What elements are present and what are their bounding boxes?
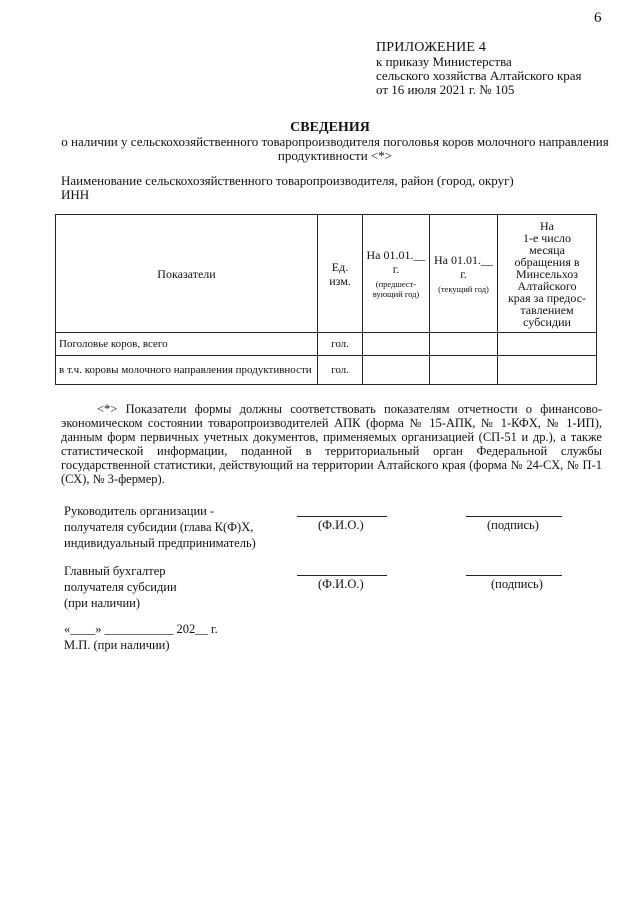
inn-label: ИНН <box>61 187 90 202</box>
header-current-year: На 01.01.__ г. (текущий год) <box>430 215 498 333</box>
document-title: СВЕДЕНИЯ <box>290 120 370 135</box>
cell-application-month[interactable] <box>498 356 597 385</box>
head-signature-label: Руководитель организации - получателя субсидии (глава К(Ф)Х, индивидуальный предприниматель) <box>64 504 256 550</box>
appendix-block <box>376 41 582 97</box>
accountant-signature-caption: (подпись) <box>491 577 543 591</box>
header-indicators: Показатели <box>56 215 318 333</box>
accountant-fio-line[interactable] <box>297 575 387 576</box>
cell-application-month[interactable] <box>498 333 597 356</box>
table-row <box>56 356 597 385</box>
stamp-label: М.П. (при наличии) <box>64 638 170 652</box>
accountant-signature-label: Главный бухгалтер получателя субсидии (при наличии) <box>64 564 177 610</box>
date-line: «____» ___________ 202__ г. <box>64 622 218 636</box>
header-prev-year: На 01.01.__ г. (предшест-вующий год) <box>363 215 430 333</box>
subtitle-line-2: продуктивности <*> <box>277 148 393 163</box>
producer-name-label: Наименование сельскохозяйственного товаропроизводителя, район (город, округ) <box>61 173 514 188</box>
footnote: <*> Показатели формы должны соответствовать показателям отчетности о финансово-экономическом состоянии товаропроизводителей АПК (форма № 15-АПК, № 1-КФХ, № 1-ИП), данным форм первичных учетных документов, применяемых организацией (СП-51 и др.), а также статистической информации, поданной в территориальный орган Федеральной службы государственной статистики, действующий на территории Алтайского края (форма № 24-СХ, № П-1 (СХ), № 3-фермер). <box>61 402 602 486</box>
head-fio-caption: (Ф.И.О.) <box>318 518 364 532</box>
row-unit: гол. <box>318 356 363 385</box>
subtitle-line-1: о наличии у сельскохозяйственного товаропроизводителя поголовья коров молочного направления <box>61 134 609 149</box>
cell-prev-year[interactable] <box>363 356 430 385</box>
appendix-line-2: сельского хозяйства Алтайского края <box>376 68 582 83</box>
producer-block <box>61 174 514 202</box>
head-signature-line[interactable] <box>466 516 562 517</box>
appendix-line-3: от 16 июля 2021 г. № 105 <box>376 82 515 97</box>
accountant-signature-line[interactable] <box>466 575 562 576</box>
appendix-line-1: к приказу Министерства <box>376 54 512 69</box>
page-number: 6 <box>594 10 602 26</box>
cell-current-year[interactable] <box>430 356 498 385</box>
indicators-table <box>55 214 597 385</box>
accountant-fio-caption: (Ф.И.О.) <box>318 577 364 591</box>
head-fio-line[interactable] <box>297 516 387 517</box>
table-header-row <box>56 215 597 333</box>
row-label: Поголовье коров, всего <box>56 333 318 356</box>
document-subtitle <box>40 135 630 163</box>
cell-prev-year[interactable] <box>363 333 430 356</box>
row-unit: гол. <box>318 333 363 356</box>
appendix-title: ПРИЛОЖЕНИЕ 4 <box>376 40 487 55</box>
cell-current-year[interactable] <box>430 333 498 356</box>
row-label: в т.ч. коровы молочного направления продуктивности <box>56 356 318 385</box>
header-application-month: На 1-е число месяца обращения в Минсельхоз Алтайского края за предос- тавлением субсидии <box>498 215 597 333</box>
table-row <box>56 333 597 356</box>
header-unit: Ед. изм. <box>318 215 363 333</box>
head-signature-caption: (подпись) <box>487 518 539 532</box>
